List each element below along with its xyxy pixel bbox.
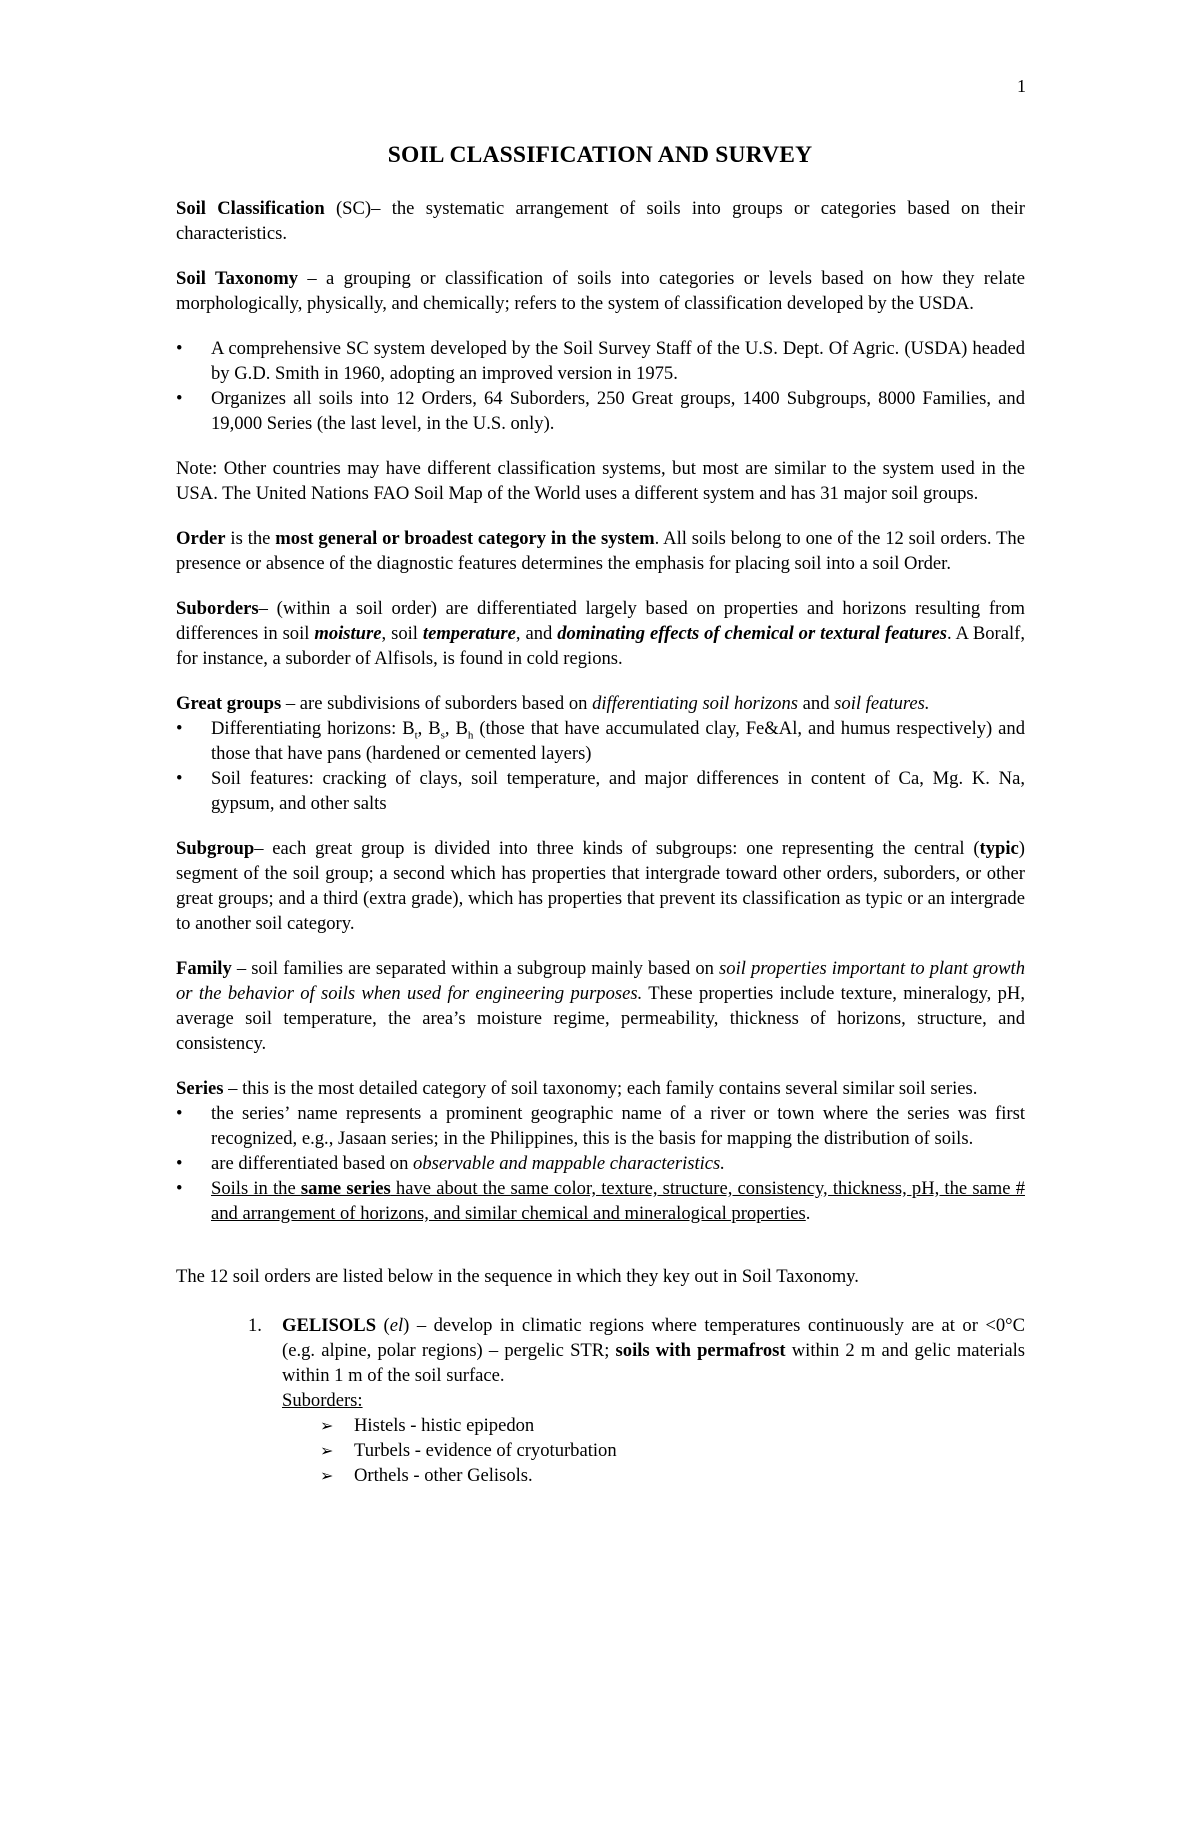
list-item: ➢ Histels - histic epipedon — [320, 1415, 535, 1436]
list-item: ➢ Turbels - evidence of cryoturbation — [320, 1440, 617, 1461]
note-paragraph: Note: Other countries may have different classification systems, but most are similar to the system used in the USA. The United Nations FAO Soil Map of the World uses a different system and has 31 major soil groups. — [176, 458, 1025, 504]
page-number: 1 — [1017, 76, 1026, 96]
list-item: ➢ Orthels - other Gelisols. — [320, 1465, 533, 1486]
suborders-definition: Suborders– (within a soil order) are differentiated largely based on properties and horizons resulting from differences in soil moisture, soil temperature, and dominating effects of chemical or textural features. A Boralf, for instance, a suborder of Alfisols, is found in cold regions. — [176, 598, 1025, 669]
arrowhead-bullet-icon: ➢ — [320, 1466, 334, 1485]
bullet-dot-icon: • — [176, 718, 183, 739]
series-definition: Series – this is the most detailed category of soil taxonomy; each family contains several similar soil series. — [176, 1078, 978, 1099]
subgroup-definition: Subgroup– each great group is divided into three kinds of subgroups: one representing the central (typic) segment of the soil group; a second which has properties that intergrade toward other orders, suborders, or other great groups; and a third (extra grade), which has properties that prevent its classification as typic or an intergrade to another soil category. — [176, 838, 1025, 934]
family-definition: Family – soil families are separated within a subgroup mainly based on soil properties important to plant growth or the behavior of soils when used for engineering purposes. These properties include texture, mineralogy, pH, average soil temperature, the area’s moisture regime, permeability, thickness of horizons, structure, and consistency. — [176, 958, 1025, 1054]
arrowhead-bullet-icon: ➢ — [320, 1441, 334, 1460]
order-definition: Order is the most general or broadest category in the system. All soils belong to one of the 12 soil orders. The presence or absence of the diagnostic features determines the emphasis for placing soil into a soil Order. — [176, 528, 1025, 574]
list-item: • A comprehensive SC system developed by the Soil Survey Staff of the U.S. Dept. Of Agric. (USDA) headed by G.D. Smith in 1960, adopting an improved version in 1975. — [176, 338, 1025, 384]
term: Soil Classification — [176, 198, 325, 219]
list-item-gelisols: 1. GELISOLS (el) – develop in climatic regions where temperatures continuously are at or <0°C (e.g. alpine, polar regions) – pergelic STR; soils with permafrost within 2 m and gelic materials within 1 m of the soil surface. Suborders: ➢ Histels - histic epipedon ➢ Turbels - evidence of cryoturbation ➢ Orthels - other Gelisols. — [248, 1315, 1025, 1486]
document-body — [176, 196, 1025, 1488]
list-item: • Organizes all soils into 12 Orders, 64 Suborders, 250 Great groups, 1400 Subgroups, 8000 Families, and 19,000 Series (the last level, in the U.S. only). — [176, 388, 1025, 434]
series-bullets — [176, 1101, 1025, 1226]
bullet-dot-icon: • — [176, 338, 183, 359]
gelisols-suborders — [320, 1413, 1025, 1488]
list-item: • the series’ name represents a prominent geographic name of a river or town where the series was first recognized, e.g., Jasaan series; in the Philippines, this is the basis for mapping the distribution of soils. — [176, 1103, 1025, 1149]
suborders-label: Suborders: — [282, 1390, 363, 1411]
term: Soil Taxonomy — [176, 268, 299, 289]
orders-intro: The 12 soil orders are listed below in the sequence in which they key out in Soil Taxonomy. — [176, 1266, 859, 1287]
soil-taxonomy-definition: Soil Taxonomy – a grouping or classification of soils into categories or levels based on how they relate morphologically, physically, and chemically; refers to the system of classification developed by the USDA. — [176, 268, 1026, 314]
arrowhead-bullet-icon: ➢ — [320, 1416, 334, 1435]
list-item: • Differentiating horizons: $B_t$, $B_s$, $B_h$ (those that have accumulated clay, Fe&Al, and humus respectively) and those that have pans (hardened or cemented layers) — [176, 718, 1026, 764]
bullet-dot-icon: • — [176, 1153, 183, 1174]
great-groups-bullets — [176, 716, 1025, 816]
document-title: SOIL CLASSIFICATION AND SURVEY — [387, 142, 813, 168]
bullet-dot-icon: • — [176, 388, 183, 409]
list-item: • are differentiated based on observable and mappable characteristics. — [176, 1153, 725, 1174]
bullet-dot-icon: • — [176, 1103, 183, 1124]
great-groups-definition: Great groups – are subdivisions of suborders based on differentiating soil horizons and soil features. — [176, 693, 930, 714]
list-item: • Soils in the same series have about the same color, texture, structure, consistency, thickness, pH, the same # and arrangement of horizons, and similar chemical and mineralogical properties. — [176, 1178, 1025, 1224]
soil-classification-definition: Soil Classification (SC)– the systematic arrangement of soils into groups or categories based on their characteristics. — [176, 198, 1025, 244]
bullet-dot-icon: • — [176, 1178, 183, 1199]
soil-taxonomy-bullets — [176, 336, 1025, 436]
soil-orders-list — [248, 1313, 1025, 1488]
list-item: • Soil features: cracking of clays, soil temperature, and major differences in content of Ca, Mg. K. Na, gypsum, and other salts — [176, 768, 1025, 814]
bullet-dot-icon: • — [176, 768, 183, 789]
